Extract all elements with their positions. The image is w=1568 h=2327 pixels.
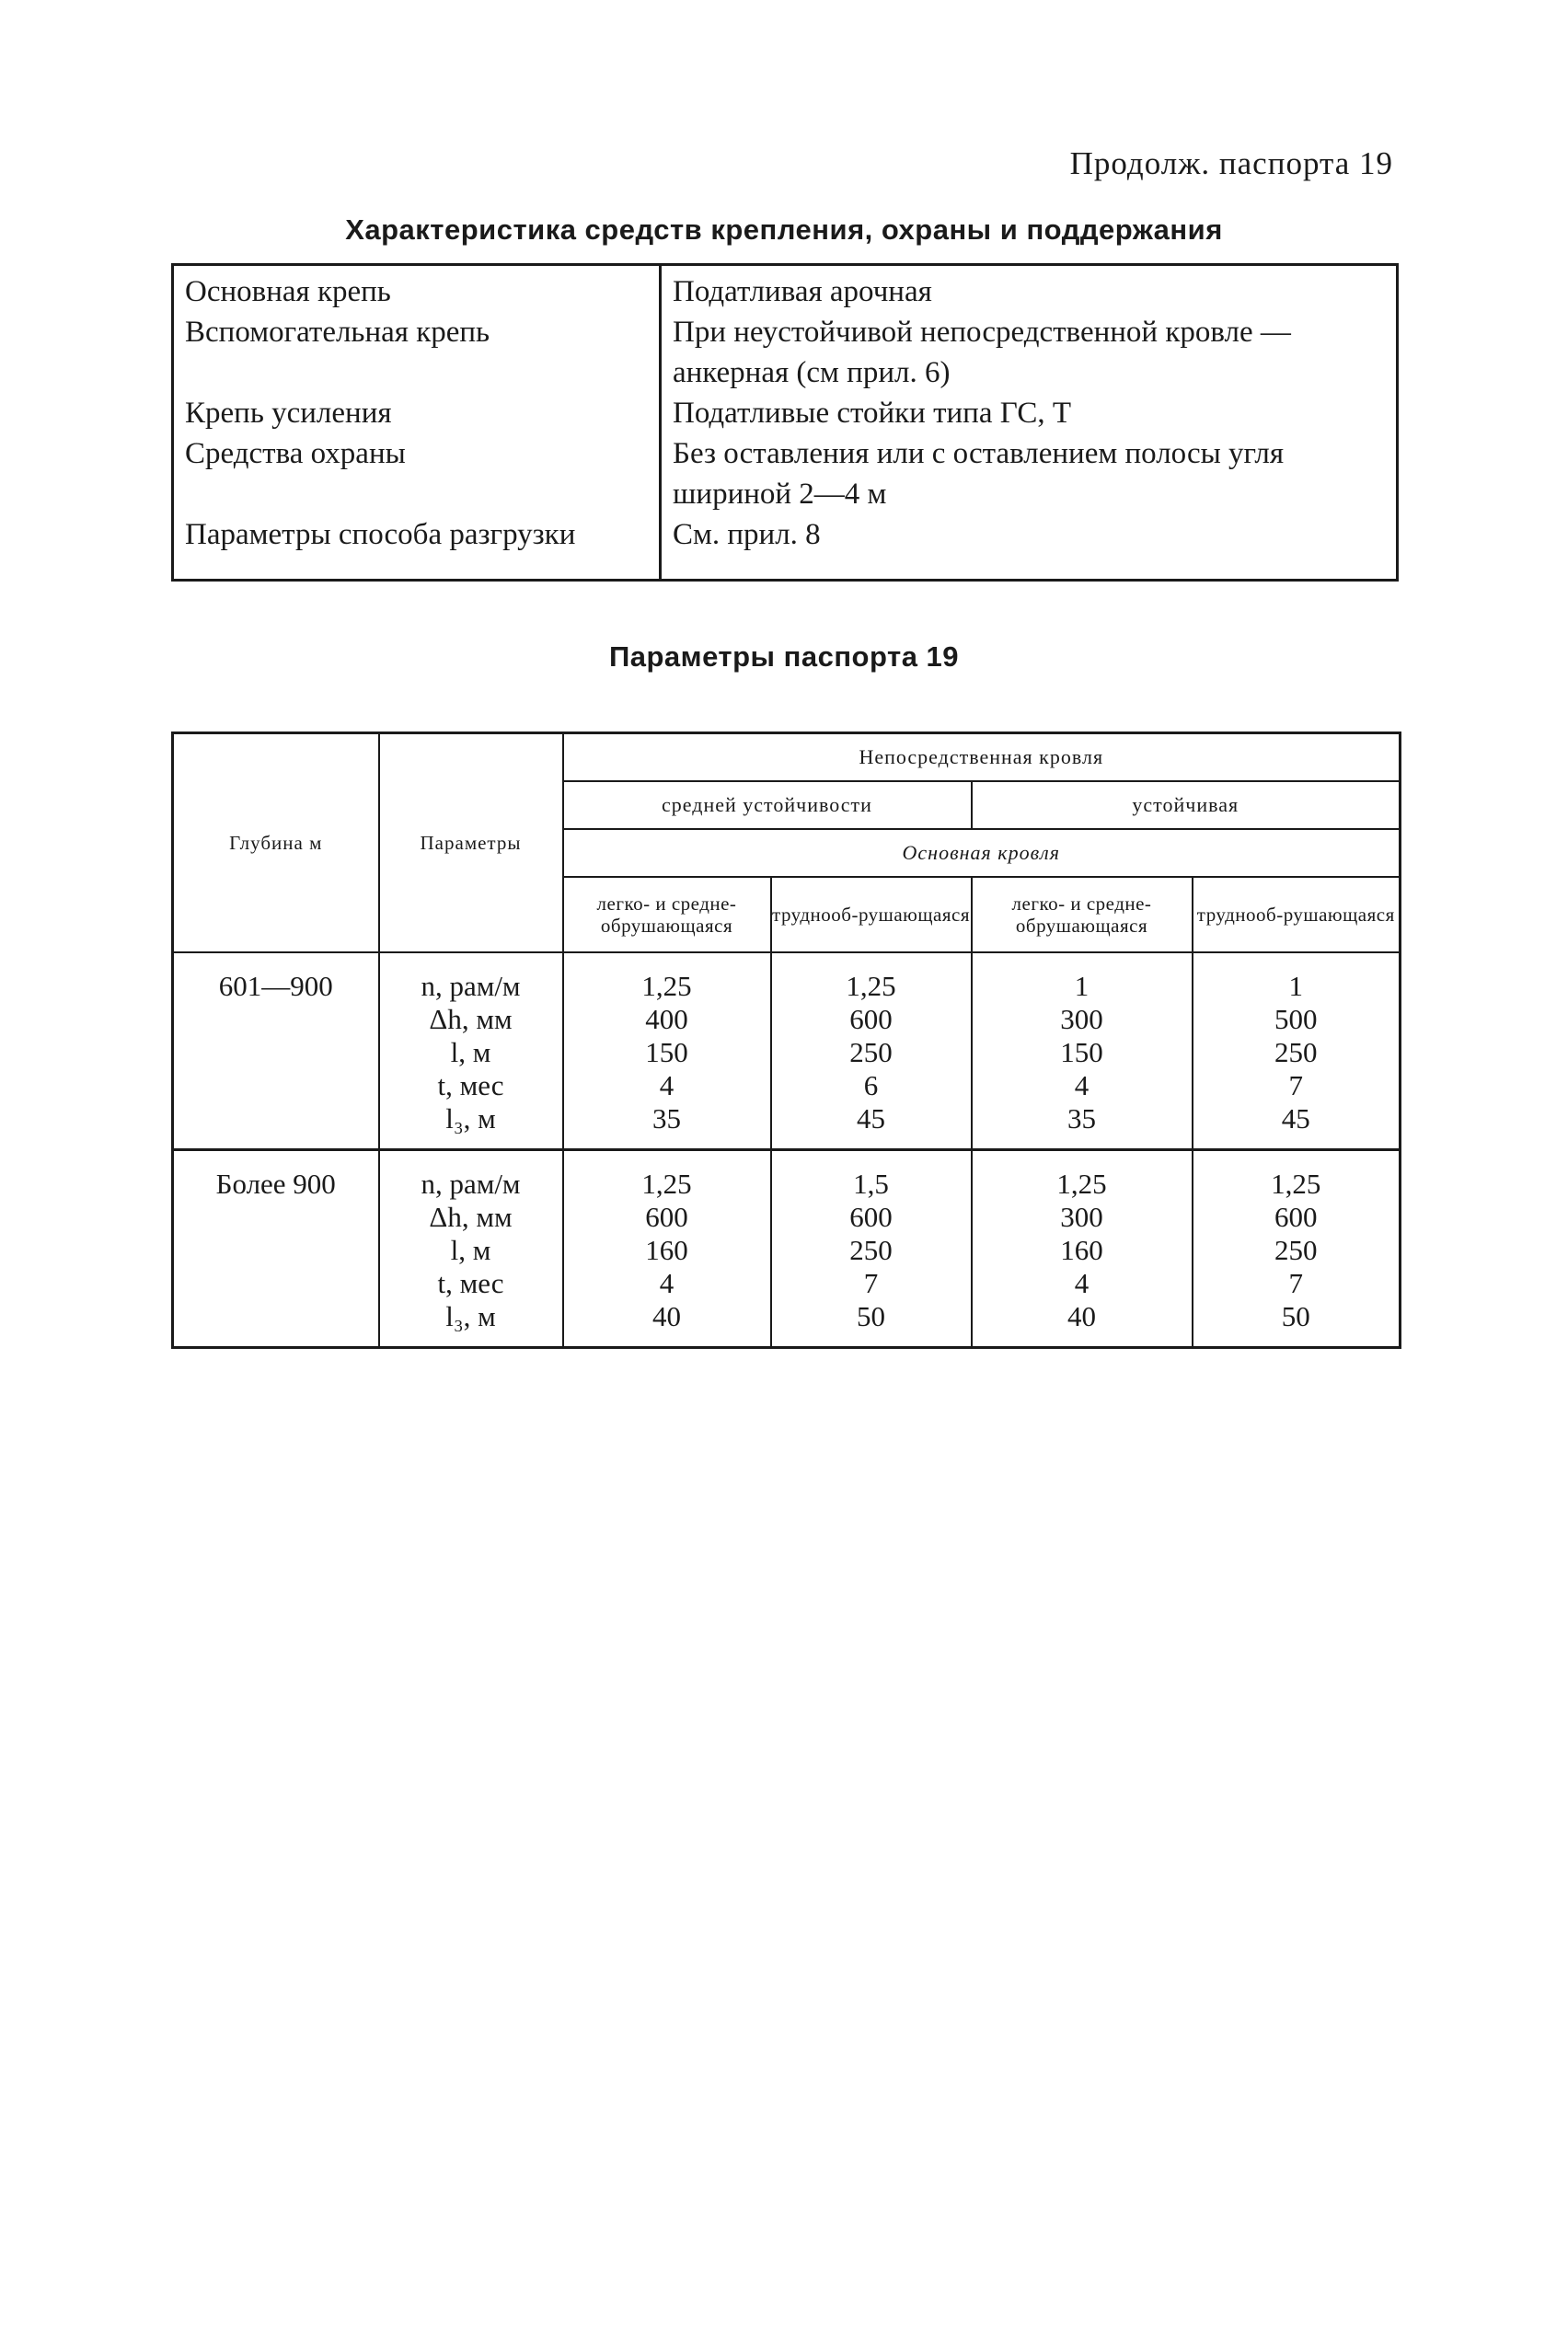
main-roof-header: Основнaя кровля	[563, 829, 1401, 877]
param-value: 1,25	[846, 970, 896, 1002]
param-value: 250	[1274, 1234, 1318, 1266]
row-label: Основная крепь	[173, 265, 661, 313]
param-value: 1	[1288, 970, 1303, 1002]
params-header: Параметры	[379, 733, 563, 953]
row-label: Крепь усиления	[173, 393, 661, 433]
stable-header: устойчивая	[972, 781, 1401, 829]
table-row	[173, 433, 1398, 514]
support-characteristics-table	[171, 263, 1399, 582]
param-value: 1,25	[1056, 1168, 1107, 1200]
table-row	[173, 952, 1401, 1150]
param-value: 6	[863, 1069, 879, 1101]
param-value: 500	[1274, 1003, 1318, 1035]
param-value: 40	[652, 1300, 681, 1332]
param-label: l₃, м	[445, 1300, 496, 1332]
row-label: Параметры способа разгрузки	[173, 514, 661, 581]
param-value: 250	[849, 1036, 893, 1068]
depth-header: Глубина м	[173, 733, 379, 953]
value-cell	[771, 952, 972, 1150]
param-value: 4	[1074, 1069, 1090, 1101]
value-cell	[563, 952, 771, 1150]
table-row	[173, 1150, 1401, 1348]
passport-parameters-table	[171, 732, 1401, 1349]
value-cell	[1193, 952, 1401, 1150]
row-value: Податливые стойки типа ГС, Т	[673, 397, 1072, 430]
param-value: 1,25	[641, 970, 692, 1002]
param-value: 1	[1074, 970, 1090, 1002]
col-header: легко- и средне-обрушающаяся	[563, 877, 771, 952]
param-label: l, м	[450, 1234, 491, 1266]
param-value: 50	[1281, 1300, 1310, 1332]
col-header: легко- и средне-обрушающаяся	[972, 877, 1193, 952]
param-value: 150	[645, 1036, 688, 1068]
row-value: Податливая арочная	[673, 275, 932, 308]
param-value: 45	[1281, 1102, 1310, 1135]
table-row	[173, 312, 1398, 393]
param-value: 45	[857, 1102, 885, 1135]
param-value: 250	[1274, 1036, 1318, 1068]
param-value: 600	[1274, 1201, 1318, 1233]
param-value: 4	[659, 1069, 674, 1101]
param-label: t, мес	[437, 1069, 504, 1101]
row-label: Средства охраны	[173, 433, 661, 514]
passport-parameters-title: Параметры паспорта 19	[608, 640, 960, 673]
param-labels-cell	[379, 1150, 563, 1348]
medium-stability-header: средней устойчивости	[563, 781, 972, 829]
row-value: См. прил. 8	[673, 518, 821, 551]
param-value: 1,25	[1271, 1168, 1321, 1200]
immediate-roof-header: Непосредственная кровля	[563, 733, 1401, 782]
row-label: Вспомогательная крепь	[173, 312, 661, 393]
param-value: 50	[857, 1300, 885, 1332]
param-value: 300	[1060, 1201, 1103, 1233]
table-row	[173, 393, 1398, 433]
col-header: труднооб-рушающаяся	[1193, 877, 1401, 952]
table-row	[173, 265, 1398, 313]
param-value: 300	[1060, 1003, 1103, 1035]
param-value: 600	[849, 1201, 893, 1233]
col-header: труднооб-рушающаяся	[771, 877, 972, 952]
depth-cell: 601—900	[173, 952, 379, 1150]
param-value: 7	[1288, 1069, 1303, 1101]
value-cell	[563, 1150, 771, 1348]
param-value: 40	[1067, 1300, 1096, 1332]
param-value: 600	[849, 1003, 893, 1035]
param-value: 35	[1067, 1102, 1096, 1135]
param-value: 7	[1288, 1267, 1303, 1299]
param-labels-cell	[379, 952, 563, 1150]
value-cell	[972, 1150, 1193, 1348]
value-cell	[972, 952, 1193, 1150]
param-value: 400	[645, 1003, 688, 1035]
param-label: n, рам/м	[421, 1168, 521, 1200]
param-label: Δh, мм	[429, 1003, 513, 1035]
param-value: 160	[645, 1234, 688, 1266]
page-continuation-label: Продолж. паспорта 19	[1069, 145, 1393, 181]
param-value: 600	[645, 1201, 688, 1233]
depth-cell: Более 900	[173, 1150, 379, 1348]
param-label: n, рам/м	[421, 970, 521, 1002]
param-value: 4	[659, 1267, 674, 1299]
param-value: 250	[849, 1234, 893, 1266]
table-row	[173, 514, 1398, 581]
param-label: t, мес	[437, 1267, 504, 1299]
support-characteristics-title: Характеристика средств крепления, охраны и поддержания	[345, 213, 1223, 246]
param-value: 160	[1060, 1234, 1103, 1266]
param-value: 150	[1060, 1036, 1103, 1068]
param-value: 1,25	[641, 1168, 692, 1200]
param-value: 1,5	[853, 1168, 889, 1200]
param-label: l, м	[450, 1036, 491, 1068]
param-label: Δh, мм	[429, 1201, 513, 1233]
value-cell	[1193, 1150, 1401, 1348]
param-value: 4	[1074, 1267, 1090, 1299]
value-cell	[771, 1150, 972, 1348]
param-label: l₃, м	[445, 1102, 496, 1135]
param-value: 35	[652, 1102, 681, 1135]
param-value: 7	[863, 1267, 879, 1299]
row-value: При неустойчивой непосредственной кровле — анкерная (см прил. 6)	[673, 316, 1291, 389]
row-value: Без оставления или с оставлением полосы угля шириной 2—4 м	[673, 437, 1285, 511]
